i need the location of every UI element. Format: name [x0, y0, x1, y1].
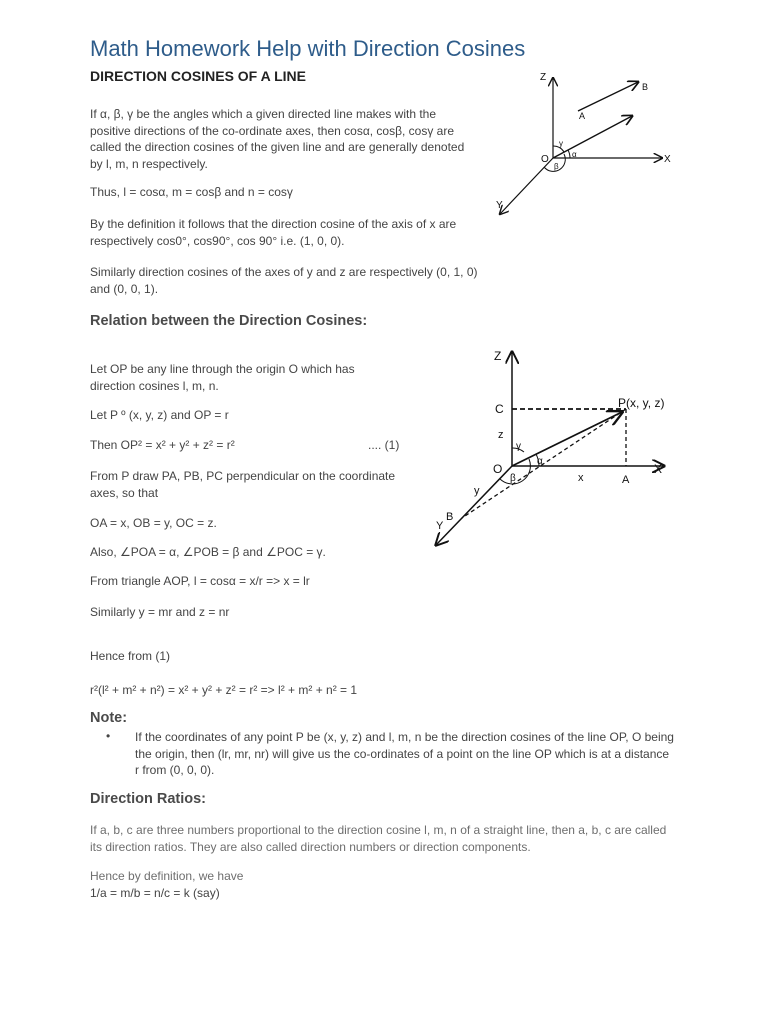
section-heading-relation: Relation between the Direction Cosines: [90, 313, 368, 329]
section-heading-direction-ratios: Direction Ratios: [90, 791, 207, 807]
paragraph-x-axis: By the definition it follows that the direction cosine of the axis of x are respectively cos0°, cos90°, cos 90° i.e. (1, 0, 0). [90, 217, 457, 248]
bullet-marker: • [106, 729, 111, 743]
line-op [512, 412, 622, 466]
text-p-coords: Let P º (x, y, z) and OP = r [90, 408, 229, 422]
text-hence: Hence from (1) [90, 649, 171, 663]
paragraph-definition: If α, β, γ be the angles which a given directed line makes with the positive directions of the co-ordinate axes, then cosα, cosβ, cosγ are called the direction cosines of the given line and are generally denoted by l, m, n respectively. [90, 107, 465, 171]
fig2-label-c: C [495, 402, 504, 416]
text-triangle-aop: From triangle AOP, l = cosα = x/r => x = lr [90, 574, 310, 588]
y-axis [436, 466, 512, 545]
text-perpendiculars: From P draw PA, PB, PC perpendicular on the coordinate axes, so that [90, 469, 396, 500]
dashed-pb [462, 409, 626, 518]
fig2-label-z-dist: z [498, 429, 504, 441]
text-op-squared: Then OP² = x² + y² + z² = r² [90, 438, 235, 452]
fig1-label-z: Z [540, 72, 547, 83]
fig1-label-o: O [541, 154, 549, 165]
fig2-label-b: B [446, 511, 454, 523]
fig2-label-gamma: γ [516, 441, 521, 452]
fig2-label-y: Y [436, 520, 444, 532]
text-similarly: Similarly y = mr and z = nr [90, 605, 230, 619]
figure-direction-angles [480, 66, 680, 226]
fig1-label-x: X [664, 154, 671, 165]
fig1-label-beta: β [554, 162, 559, 171]
fig2-label-alpha: α [537, 456, 543, 467]
paragraph-lmn: Thus, l = cosα, m = cosβ and n = cosγ [90, 185, 293, 199]
y-axis [500, 158, 553, 214]
fig2-label-y-dist: y [474, 485, 480, 497]
paragraph-direction-ratios: If a, b, c are three numbers proportional to the direction cosine l, m, n of a straight line, then a, b, c are called its direction ratios. They are also called direction numbers or direction components. [90, 823, 667, 854]
fig2-label-a: A [622, 474, 630, 486]
fig2-label-z: Z [494, 349, 502, 363]
fig1-label-a: A [579, 111, 586, 121]
fig2-label-beta: β [510, 473, 516, 484]
section-heading-direction-cosines: DIRECTION COSINES OF A LINE [90, 68, 306, 84]
note-text: If the coordinates of any point P be (x, y, z) and l, m, n be the direction cosines of the line OP, O being the origin, then (lr, mr, nr) will give us the co-ordinates of a point on the line OP which is at a distance r from (0, 0, 0). [135, 730, 674, 777]
figure-relation-direction-cosines [428, 342, 678, 552]
fig1-label-b: B [642, 82, 649, 92]
text-identity: r²(l² + m² + n²) = x² + y² + z² = r² => l² + m² + n² = 1 [90, 683, 358, 697]
equation-number: .... (1) [368, 438, 400, 452]
page-title: Math Homework Help with Direction Cosines [90, 36, 526, 61]
text-hence-definition: Hence by definition, we have [90, 869, 244, 883]
fig1-label-gamma: γ [559, 139, 563, 148]
directed-line-ab [578, 82, 638, 111]
fig2-label-o: O [493, 462, 503, 476]
text-angles: Also, ∠POA = α, ∠POB = β and ∠POC = γ. [90, 545, 326, 559]
paragraph-y-z-axes: Similarly direction cosines of the axes of y and z are respectively (0, 1, 0) and (0, 0, 1). [90, 265, 478, 296]
text-oa-ob-oc: OA = x, OB = y, OC = z. [90, 516, 217, 530]
fig1-label-y: Y [496, 200, 503, 211]
fig2-label-x-dist: x [578, 472, 584, 484]
text-op-line: Let OP be any line through the origin O which has direction cosines l, m, n. [90, 362, 355, 393]
alpha-arc [568, 150, 570, 158]
directed-line-oa [553, 116, 632, 158]
note-heading: Note: [90, 710, 128, 726]
text-ratio-formula: 1/a = m/b = n/c = k (say) [90, 886, 220, 900]
fig2-label-x: X [654, 462, 663, 476]
fig1-label-alpha: α [572, 150, 577, 159]
fig2-label-p: P(x, y, z) [618, 396, 665, 410]
